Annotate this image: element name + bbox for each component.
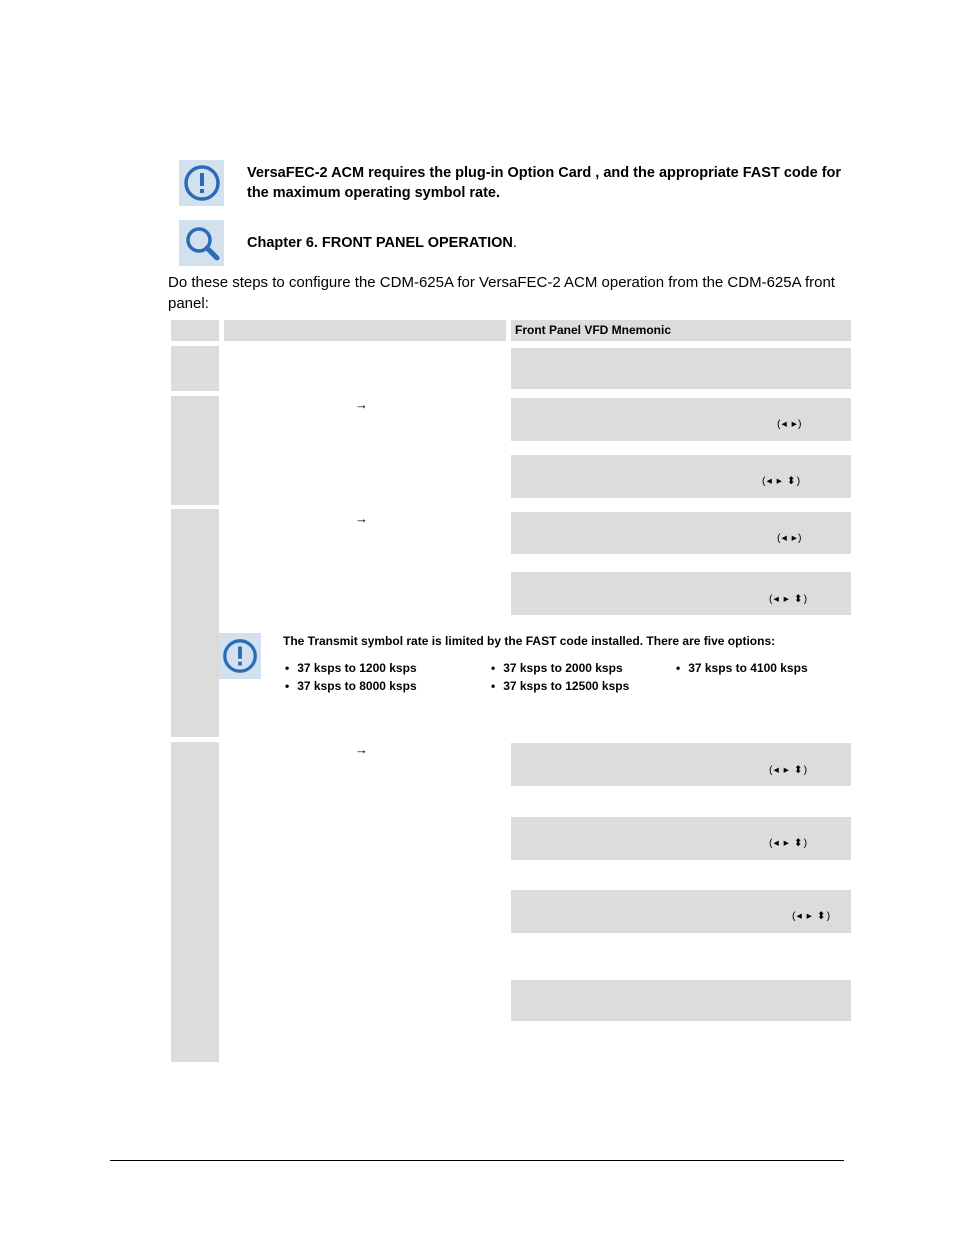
- step-cell-2: [171, 396, 219, 505]
- fast-option-2: • 37 ksps to 2000 ksps: [491, 661, 623, 675]
- keys-left-right-icon: (◂ ▸): [777, 418, 803, 430]
- important-icon: [179, 160, 224, 206]
- menu-arrow-icon: →: [355, 397, 368, 412]
- keys-arrows-icon: (◂ ▸ ⬍): [792, 910, 832, 922]
- fast-option-4: • 37 ksps to 8000 ksps: [285, 679, 417, 693]
- step-cell-1: [171, 346, 219, 391]
- keys-arrows-icon: (◂ ▸ ⬍): [769, 593, 809, 605]
- keys-arrows-icon: (◂ ▸ ⬍): [769, 837, 809, 849]
- menu-arrow-icon: →: [355, 511, 368, 526]
- chapter-reference: Chapter 6. FRONT PANEL OPERATION: [247, 235, 513, 251]
- step-cell-3: [171, 509, 219, 737]
- intro-paragraph: Do these steps to configure the CDM-625A for VersaFEC-2 ACM operation from the CDM-625A front panel:: [168, 274, 835, 312]
- keys-arrows-icon: (◂ ▸ ⬍): [769, 764, 809, 776]
- vfd-display-9: [511, 980, 851, 1021]
- keys-left-right-icon: (◂ ▸): [777, 532, 803, 544]
- fast-option-1: • 37 ksps to 1200 ksps: [285, 661, 417, 675]
- footer-divider: [110, 1160, 844, 1161]
- vfd-display-1: [511, 348, 851, 389]
- header-mnemonic-label: Front Panel VFD Mnemonic: [515, 323, 672, 337]
- reference-period: .: [512, 235, 517, 251]
- magnifier-icon: [179, 220, 224, 266]
- header-step-cell: [171, 320, 219, 341]
- caution-title: The Transmit symbol rate is limited by the FAST code installed. There are five options:: [283, 634, 776, 648]
- step-cell-4: [171, 742, 219, 1062]
- header-task-cell: [224, 320, 506, 341]
- fast-option-3: • 37 ksps to 4100 ksps: [676, 661, 808, 675]
- keys-arrows-icon: (◂ ▸ ⬍): [762, 475, 802, 487]
- important-note-text: VersaFEC-2 ACM requires the plug-in Option Card , and the appropriate FAST code for the maximum operating symbol rate.: [247, 165, 842, 201]
- reference-note: [247, 233, 517, 253]
- menu-arrow-icon: →: [355, 742, 368, 757]
- caution-icon: [219, 633, 261, 679]
- fast-option-5: • 37 ksps to 12500 ksps: [491, 679, 629, 693]
